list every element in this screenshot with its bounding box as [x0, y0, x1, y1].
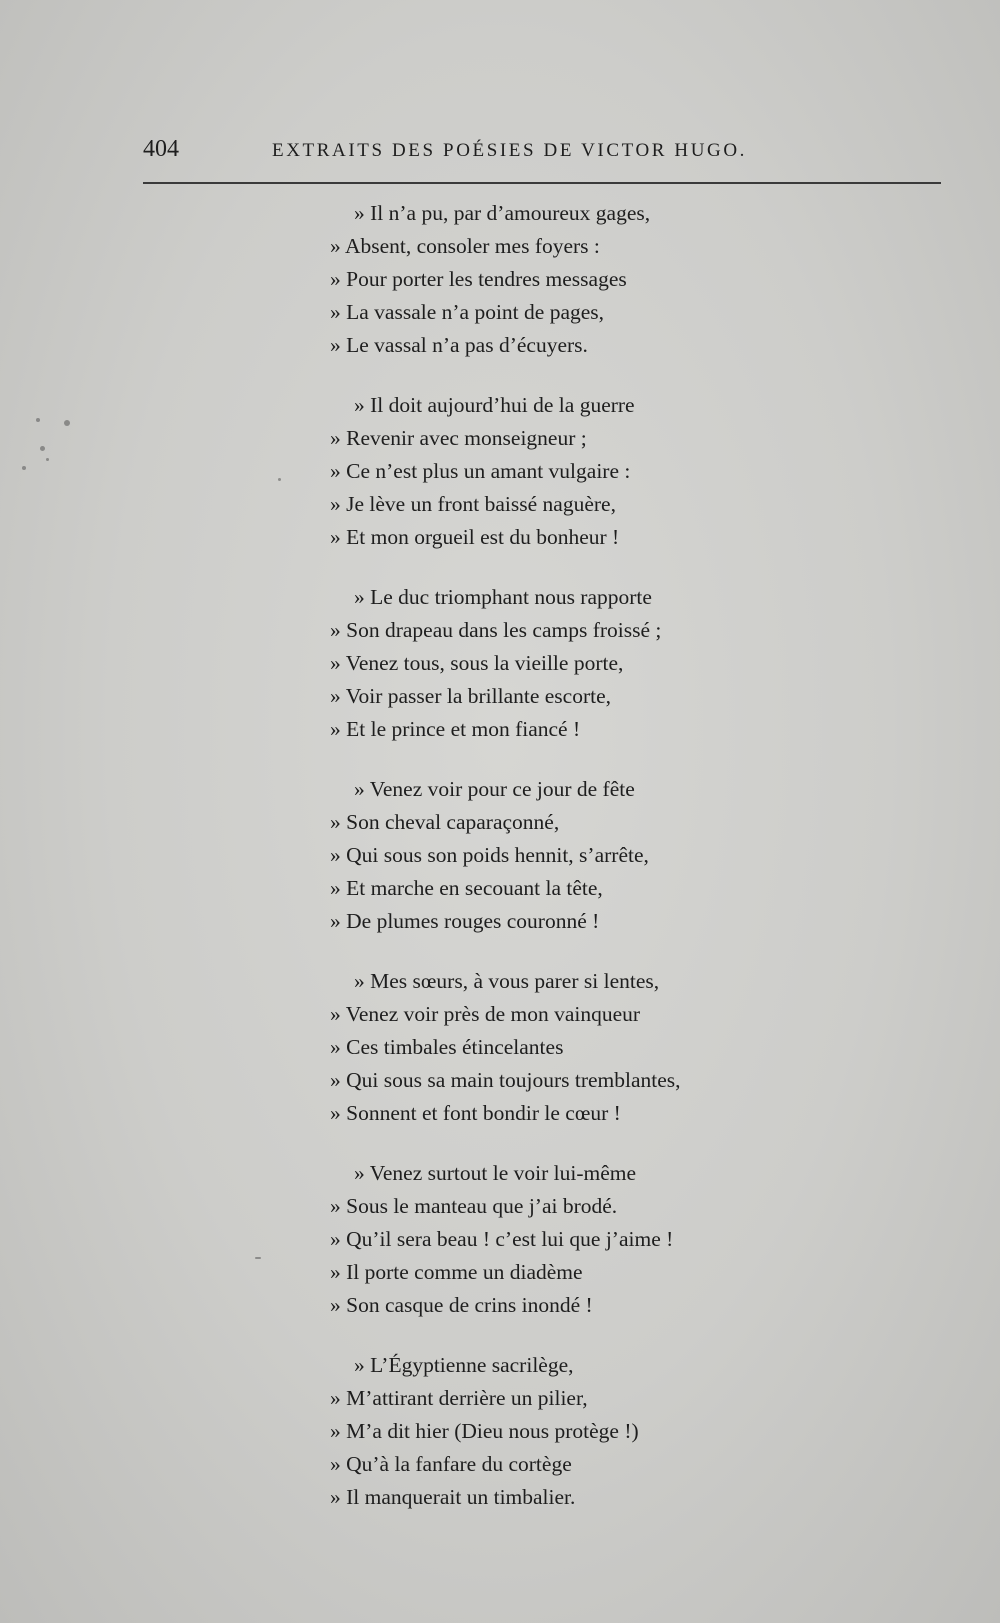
- verse-line: » Son cheval caparaçonné,: [330, 810, 560, 834]
- scan-speck: [40, 446, 45, 451]
- poem-body: [0, 200, 1000, 1544]
- verse-line: » Qu’à la fanfare du cortège: [330, 1452, 572, 1476]
- verse-line: » L’Égyptienne sacrilège,: [354, 1353, 574, 1377]
- verse-line: » M’a dit hier (Dieu nous protège !): [330, 1419, 639, 1443]
- verse-line: » Le vassal n’a pas d’écuyers.: [330, 333, 588, 357]
- verse-line: » Pour porter les tendres messages: [330, 267, 627, 291]
- verse-line: » La vassale n’a point de pages,: [330, 300, 605, 324]
- stanza-4: [0, 776, 1000, 968]
- verse-line: » Mes sœurs, à vous parer si lentes,: [354, 969, 660, 993]
- verse-line: » Sous le manteau que j’ai brodé.: [330, 1194, 618, 1218]
- stanza-3: [0, 584, 1000, 776]
- scan-speck: [64, 420, 70, 426]
- scan-speck: [278, 478, 281, 481]
- verse-line: » Voir passer la brillante escorte,: [330, 684, 612, 708]
- verse-line: » Sonnent et font bondir le cœur !: [330, 1101, 621, 1125]
- verse-line: » Il porte comme un diadème: [330, 1260, 583, 1284]
- verse-line: » Il manquerait un timbalier.: [330, 1485, 576, 1509]
- verse-line: » Venez surtout le voir lui-même: [354, 1161, 637, 1185]
- verse-line: » Qui sous sa main toujours tremblantes,: [330, 1068, 681, 1092]
- verse-line: » Venez voir près de mon vainqueur: [330, 1002, 641, 1026]
- scan-speck: [22, 466, 26, 470]
- verse-line: » Il n’a pu, par d’amoureux gages,: [354, 201, 651, 225]
- stanza-5: [0, 968, 1000, 1160]
- verse-line: » Et marche en secouant la tête,: [330, 876, 603, 900]
- stanza-2: [0, 392, 1000, 584]
- stanza-1: [0, 200, 1000, 392]
- verse-line: » Ces timbales étincelantes: [330, 1035, 564, 1059]
- scan-speck: [36, 418, 40, 422]
- scan-speck: [46, 458, 49, 461]
- scan-speck: [255, 1257, 261, 1259]
- verse-line: » Et le prince et mon fiancé !: [330, 717, 581, 741]
- stanza-7: [0, 1352, 1000, 1544]
- header-rule: [143, 182, 941, 184]
- verse-line: » Le duc triomphant nous rapporte: [354, 585, 652, 609]
- stanza-6: [0, 1160, 1000, 1352]
- running-title: EXTRAITS DES POÉSIES DE VICTOR HUGO.: [272, 140, 748, 161]
- verse-line: » Qu’il sera beau ! c’est lui que j’aime !: [330, 1227, 674, 1251]
- verse-line: » M’attirant derrière un pilier,: [330, 1386, 588, 1410]
- verse-line: » Absent, consoler mes foyers :: [330, 234, 600, 258]
- verse-line: » Ce n’est plus un amant vulgaire :: [330, 459, 631, 483]
- verse-line: » Venez tous, sous la vieille porte,: [330, 651, 624, 675]
- verse-line: » Son drapeau dans les camps froissé ;: [330, 618, 662, 642]
- verse-line: » Venez voir pour ce jour de fête: [354, 777, 635, 801]
- verse-line: » Son casque de crins inondé !: [330, 1293, 593, 1317]
- verse-line: » Qui sous son poids hennit, s’arrête,: [330, 843, 649, 867]
- page-header: [0, 130, 1000, 170]
- verse-line: » Et mon orgueil est du bonheur !: [330, 525, 620, 549]
- verse-line: » Il doit aujourd’hui de la guerre: [354, 393, 635, 417]
- verse-line: » Je lève un front baissé naguère,: [330, 492, 616, 516]
- verse-line: » Revenir avec monseigneur ;: [330, 426, 587, 450]
- verse-line: » De plumes rouges couronné !: [330, 909, 600, 933]
- page-number: 404: [143, 136, 179, 162]
